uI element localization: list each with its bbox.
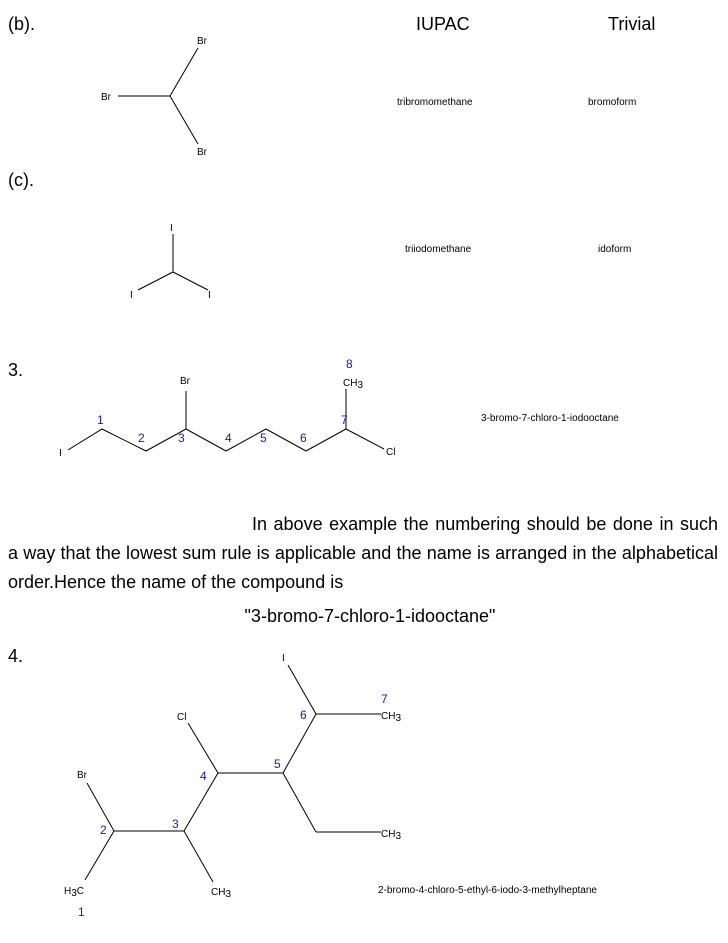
locant-3: 3 [178,431,185,445]
ch3-c: CH [211,887,226,898]
locant-8: 8 [346,357,353,371]
structure-triiodomethane [130,223,211,301]
h3c-subscript: 3 [71,888,77,899]
ch3-subscript: 3 [225,889,232,900]
bond [85,831,114,880]
locant-4: 4 [225,431,232,445]
trivial-name-b: bromoform [588,97,637,108]
atom-i: I [170,223,173,234]
trivial-name-c: idoform [598,244,632,255]
atom-br: Br [180,376,190,387]
section-b-label: (b). [8,14,35,34]
bond [173,272,208,290]
final-compound-name: "3-bromo-7-chloro-1-idooctane" [244,606,496,626]
bond [283,773,316,832]
ch3-subscript: 3 [395,831,402,842]
atom-br: Br [197,36,207,47]
ch3-group [211,887,231,900]
iupac-name-b: tribromomethane [397,97,473,108]
locant-4: 4 [200,769,207,783]
locant-6: 6 [300,431,307,445]
locant-7: 7 [341,413,348,427]
locant-6: 6 [300,708,307,722]
locant-5: 5 [260,431,267,445]
atom-br: Br [101,92,111,103]
structure-methylheptane [64,653,401,919]
locant-5: 5 [274,757,281,771]
ch3-c: CH [381,829,396,840]
locant-2: 2 [138,431,145,445]
locant-2: 2 [100,823,107,837]
section-3-label: 3. [8,360,24,380]
atom-br: Br [77,770,87,781]
bond [283,714,316,773]
atom-i: I [130,290,133,301]
atom-i: I [208,290,211,301]
ch3-group [381,711,401,724]
locant-1: 1 [97,413,104,427]
h3c-c: C [76,886,85,897]
bond [288,665,316,714]
locant-7: 7 [381,692,388,706]
ch3-c: CH [381,711,396,722]
locant-3: 3 [172,817,179,831]
compound-name-3: 3-bromo-7-chloro-1-iodooctane [481,413,619,424]
iupac-name-c: triiodomethane [405,244,472,255]
header-iupac: IUPAC [416,14,470,34]
structure-iodooctane [59,357,395,459]
atom-i: I [59,448,62,459]
ch3-subscript: 3 [357,380,364,391]
bond [170,48,198,96]
header-trivial: Trivial [608,14,656,34]
h3c-h: H [64,886,72,897]
compound-name-4: 2-bromo-4-chloro-5-ethyl-6-iodo-3-methylheptane [378,885,597,896]
atom-cl: Cl [177,712,187,723]
bond [188,723,218,773]
bond [138,272,173,290]
atom-cl: Cl [386,447,396,458]
bond [184,831,213,882]
locant-1: 1 [78,905,85,919]
structure-tribromomethane [101,36,208,158]
atom-br: Br [197,147,207,158]
h3c-group [64,886,84,899]
ch3-group [381,829,401,842]
bond [170,96,198,144]
ch3-c: CH [343,378,358,389]
section-4-label: 4. [8,646,24,666]
ch3-subscript: 3 [395,713,402,724]
section-c-label: (c). [8,170,34,190]
explanation-text: In above example the numbering should be done in such a way that the lowest sum rule is applicable and the name is arranged in the alphabetical order.Hence the name of the compound is [8,514,718,592]
atom-i: I [282,653,285,664]
